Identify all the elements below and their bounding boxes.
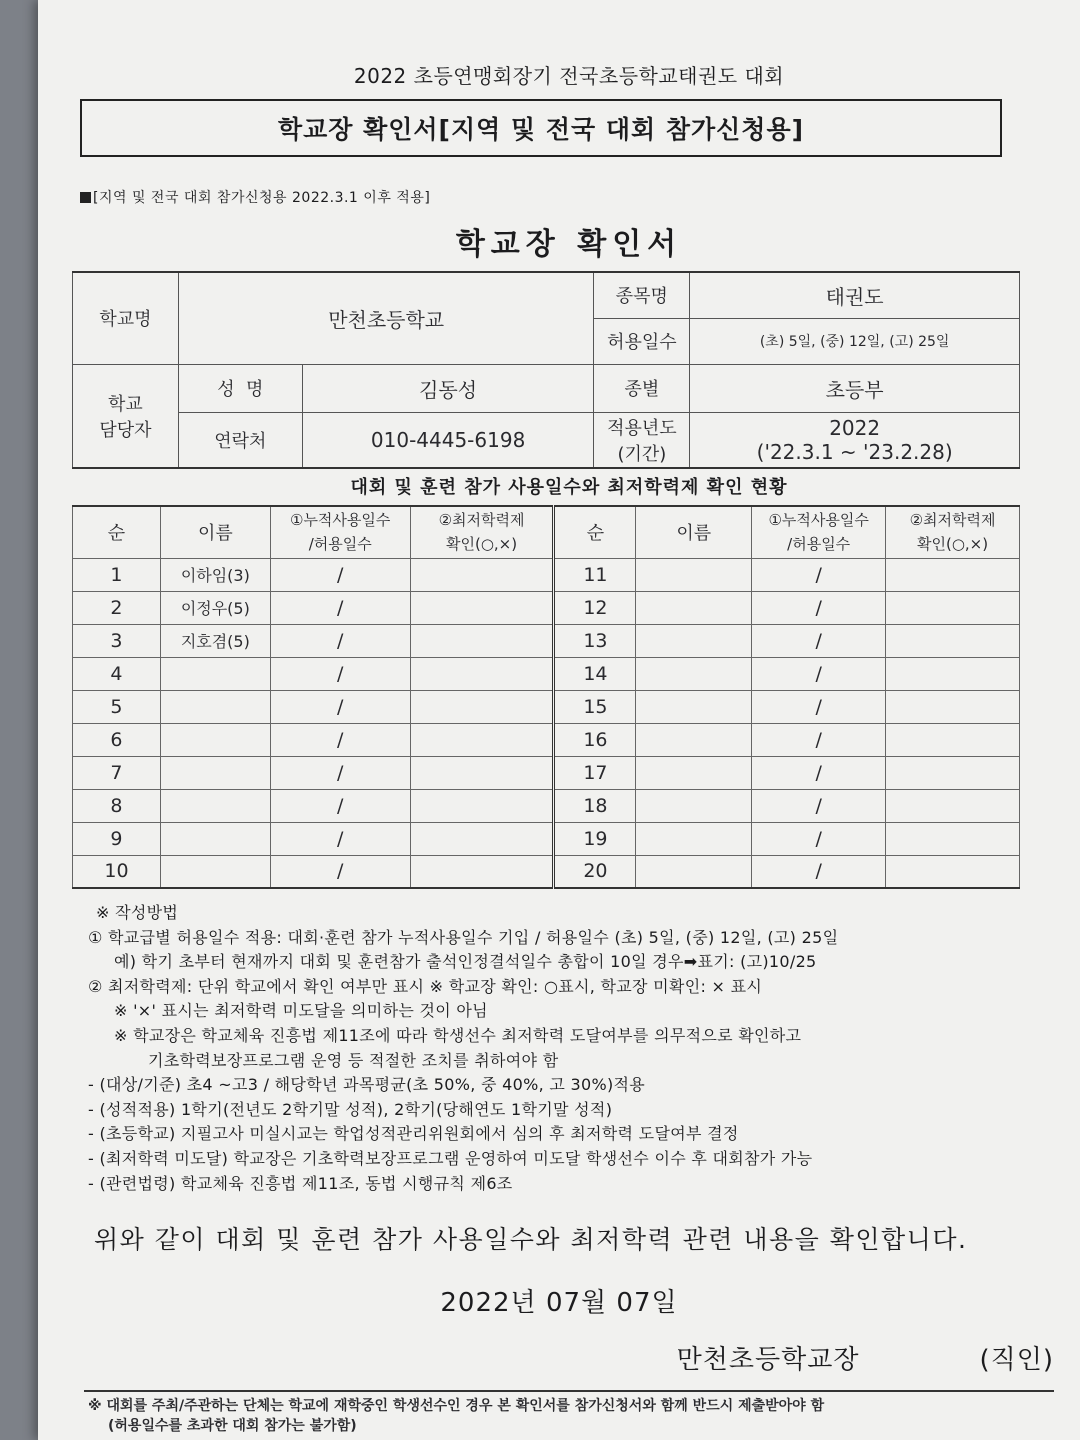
row-no: 14 xyxy=(554,657,636,690)
name-label: 성 명 xyxy=(178,364,302,412)
name-value: 김동성 xyxy=(302,364,594,412)
row-days: / xyxy=(270,690,410,723)
apply-note-text: [지역 및 전국 대회 참가신청용 2022.3.1 이후 적용] xyxy=(93,190,431,206)
apply-note xyxy=(80,187,1054,207)
year-label-line-2: (기간) xyxy=(617,443,667,465)
instruction-line: - (초등학교) 지필고사 미실시교는 학업성적관리위원회에서 심의 후 최저학력 도달여부 결정 xyxy=(88,1124,739,1144)
col-days-line-2: /허용일수 xyxy=(787,535,851,554)
row-name xyxy=(160,756,270,789)
school-label: 학교명 xyxy=(73,272,179,364)
row-name: 이정우(5) xyxy=(160,591,270,624)
row-days: / xyxy=(270,558,410,591)
instruction-line: 기초학력보장프로그램 운영 등 적절한 조치를 취하여야 함 xyxy=(148,1050,559,1070)
row-check xyxy=(886,591,1020,624)
row-days: / xyxy=(752,723,886,756)
row-check xyxy=(410,657,554,690)
year-label-line-1: 적용년도 xyxy=(607,417,677,439)
row-no: 1 xyxy=(73,558,161,591)
row-days: / xyxy=(270,723,410,756)
division-value: 초등부 xyxy=(690,364,1020,412)
row-days: / xyxy=(270,789,410,822)
manager-label-line-2: 담당자 xyxy=(99,419,152,441)
allowed-days-label: 허용일수 xyxy=(594,318,690,364)
col-no-right: 순 xyxy=(554,506,636,558)
col-check-line-2: 확인(○,×) xyxy=(445,535,518,554)
row-check xyxy=(886,624,1020,657)
row-name xyxy=(160,822,270,855)
row-name xyxy=(636,723,752,756)
confirmation-statement: 위와 같이 대회 및 훈련 참가 사용일수와 최저학력 관련 내용을 확인합니다. xyxy=(94,1225,968,1255)
row-check xyxy=(410,690,554,723)
roster-header-row xyxy=(73,506,1020,558)
table-row xyxy=(73,756,1020,789)
col-check-right xyxy=(886,506,1020,558)
row-check xyxy=(886,723,1020,756)
year-label xyxy=(594,412,690,468)
row-days: / xyxy=(752,789,886,822)
document-title: 학교장 확인서 xyxy=(455,227,683,262)
signature-date: 2022년 07월 07일 xyxy=(440,1288,678,1319)
row-days: / xyxy=(270,822,410,855)
row-name xyxy=(636,624,752,657)
contact-value: 010-4445-6198 xyxy=(302,412,594,468)
form-title: 학교장 확인서[지역 및 전국 대회 참가신청용] xyxy=(80,99,1002,157)
row-days: / xyxy=(752,624,886,657)
document-content xyxy=(64,60,1054,1436)
year-value-line-2: ('22.3.1 ~ '23.2.28) xyxy=(756,439,953,464)
row-name xyxy=(160,723,270,756)
col-days-right xyxy=(752,506,886,558)
square-bullet-icon xyxy=(80,192,91,203)
row-check xyxy=(886,855,1020,888)
col-check-line-1: ②최저학력제 xyxy=(909,511,996,530)
table-row xyxy=(73,723,1020,756)
roster-table xyxy=(72,505,1020,889)
row-name xyxy=(636,789,752,822)
year-value-line-1: 2022 xyxy=(829,415,881,440)
row-days: / xyxy=(752,756,886,789)
row-no: 17 xyxy=(554,756,636,789)
instruction-line: ① 학교급별 허용일수 적용: 대회·훈련 참가 누적사용일수 기입 / 허용일수 (초) 5일, (중) 12일, (고) 25일 xyxy=(88,927,839,947)
row-no: 9 xyxy=(73,822,161,855)
row-days: / xyxy=(752,558,886,591)
col-days-line-2: /허용일수 xyxy=(308,535,372,554)
col-days-line-1: ①누적사용일수 xyxy=(768,511,869,530)
table-row xyxy=(73,624,1020,657)
row-no: 6 xyxy=(73,723,161,756)
row-check xyxy=(886,690,1020,723)
table-row xyxy=(73,822,1020,855)
signer-name: 만천초등학교장 xyxy=(676,1345,860,1376)
row-no: 3 xyxy=(73,624,161,657)
row-no: 16 xyxy=(554,723,636,756)
row-no: 15 xyxy=(554,690,636,723)
row-name xyxy=(636,822,752,855)
row-no: 11 xyxy=(554,558,636,591)
footer-line-1: ※ 대회를 주최/주관하는 단체는 학교에 재학중인 학생선수인 경우 본 확인서를 참가신청서와 함께 반드시 제출받아야 함 xyxy=(88,1398,825,1415)
footer-line-2: (허용일수를 초과한 대회 참가는 불가함) xyxy=(108,1418,357,1435)
manager-label xyxy=(73,364,179,468)
row-name xyxy=(160,690,270,723)
row-name xyxy=(160,789,270,822)
instruction-line: 예) 학기 초부터 현재까지 대회 및 훈련참가 출석인정결석일수 총합이 10일 경우➡표기: (고)10/25 xyxy=(114,952,817,972)
row-name xyxy=(160,855,270,888)
row-name xyxy=(160,657,270,690)
row-check xyxy=(410,756,554,789)
row-no: 5 xyxy=(73,690,161,723)
row-name xyxy=(636,657,752,690)
row-no: 20 xyxy=(554,855,636,888)
row-no: 12 xyxy=(554,591,636,624)
instruction-line: - (대상/기준) 초4 ~고3 / 해당학년 과목평균(초 50%, 중 40%, 고 30%)적용 xyxy=(88,1075,646,1095)
table-row xyxy=(73,789,1020,822)
row-check xyxy=(886,558,1020,591)
row-no: 13 xyxy=(554,624,636,657)
row-name xyxy=(636,591,752,624)
row-days: / xyxy=(270,855,410,888)
year-value xyxy=(690,412,1020,468)
instruction-line: ※ '×' 표시는 최저학력 미도달을 의미하는 것이 아님 xyxy=(114,1001,488,1021)
row-no: 2 xyxy=(73,591,161,624)
table-row xyxy=(73,855,1020,888)
table-row xyxy=(73,591,1020,624)
col-no-left: 순 xyxy=(73,506,161,558)
row-name: 이하임(3) xyxy=(160,558,270,591)
row-days: / xyxy=(270,756,410,789)
row-check xyxy=(410,723,554,756)
document-page xyxy=(38,0,1080,1440)
row-days: / xyxy=(270,624,410,657)
instruction-line: ② 최저학력제: 단위 학교에서 확인 여부만 표시 ※ 학교장 확인: ○표시, 학교장 미확인: × 표시 xyxy=(88,976,763,996)
col-check-left xyxy=(410,506,554,558)
row-days: / xyxy=(270,657,410,690)
row-check xyxy=(410,822,554,855)
row-no: 19 xyxy=(554,822,636,855)
instructions-heading: ※ 작성방법 xyxy=(96,903,179,922)
row-no: 18 xyxy=(554,789,636,822)
row-check xyxy=(886,756,1020,789)
row-days: / xyxy=(752,657,886,690)
division-label: 종별 xyxy=(594,364,690,412)
instruction-line: - (최저학력 미도달) 학교장은 기초학력보장프로그램 운영하여 미도달 학생선수 이수 후 대회참가 가능 xyxy=(88,1148,813,1168)
row-no: 8 xyxy=(73,789,161,822)
col-name-right: 이름 xyxy=(636,506,752,558)
row-check xyxy=(886,822,1020,855)
row-days: / xyxy=(752,822,886,855)
signature-block xyxy=(64,1339,1054,1376)
row-days: / xyxy=(270,591,410,624)
instruction-line: - (관련법령) 학교체육 진흥법 제11조, 동법 시행규칙 제6조 xyxy=(88,1173,513,1193)
table-row xyxy=(73,657,1020,690)
event-title: 2022 초등연맹회장기 전국초등학교태권도 대회 xyxy=(353,64,785,88)
row-check xyxy=(410,624,554,657)
official-seal-placeholder: (직인) xyxy=(979,1345,1054,1376)
manager-label-line-1: 학교 xyxy=(108,393,143,415)
footer-divider xyxy=(84,1390,1054,1392)
row-name xyxy=(636,756,752,789)
sport-value: 태권도 xyxy=(690,272,1020,318)
table-row xyxy=(73,690,1020,723)
instructions xyxy=(88,901,1054,1196)
col-days-left xyxy=(270,506,410,558)
col-days-line-1: ①누적사용일수 xyxy=(290,511,391,530)
row-no: 4 xyxy=(73,657,161,690)
col-check-line-2: 확인(○,×) xyxy=(916,535,989,554)
school-info-table xyxy=(72,271,1020,469)
row-name xyxy=(636,690,752,723)
row-check xyxy=(410,591,554,624)
row-check xyxy=(886,789,1020,822)
row-days: / xyxy=(752,690,886,723)
school-value: 만천초등학교 xyxy=(178,272,594,364)
table-row xyxy=(73,558,1020,591)
row-check xyxy=(410,855,554,888)
instruction-line: ※ 학교장은 학교체육 진흥법 제11조에 따라 학생선수 최저학력 도달여부를 의무적으로 확인하고 xyxy=(114,1025,802,1045)
row-name xyxy=(636,558,752,591)
allowed-days-value: (초) 5일, (중) 12일, (고) 25일 xyxy=(690,318,1020,364)
row-check xyxy=(886,657,1020,690)
row-days: / xyxy=(752,855,886,888)
row-check xyxy=(410,789,554,822)
row-name xyxy=(636,855,752,888)
col-check-line-1: ②최저학력제 xyxy=(438,511,525,530)
row-name: 지호겸(5) xyxy=(160,624,270,657)
row-no: 7 xyxy=(73,756,161,789)
sport-label: 종목명 xyxy=(594,272,690,318)
row-no: 10 xyxy=(73,855,161,888)
section-heading: 대회 및 훈련 참가 사용일수와 최저학력제 확인 현황 xyxy=(350,477,788,498)
row-days: / xyxy=(752,591,886,624)
instruction-line: - (성적적용) 1학기(전년도 2학기말 성적), 2학기(당해연도 1학기말 성적) xyxy=(88,1099,613,1119)
row-check xyxy=(410,558,554,591)
col-name-left: 이름 xyxy=(160,506,270,558)
contact-label: 연락처 xyxy=(178,412,302,468)
footer-note xyxy=(88,1396,1054,1436)
